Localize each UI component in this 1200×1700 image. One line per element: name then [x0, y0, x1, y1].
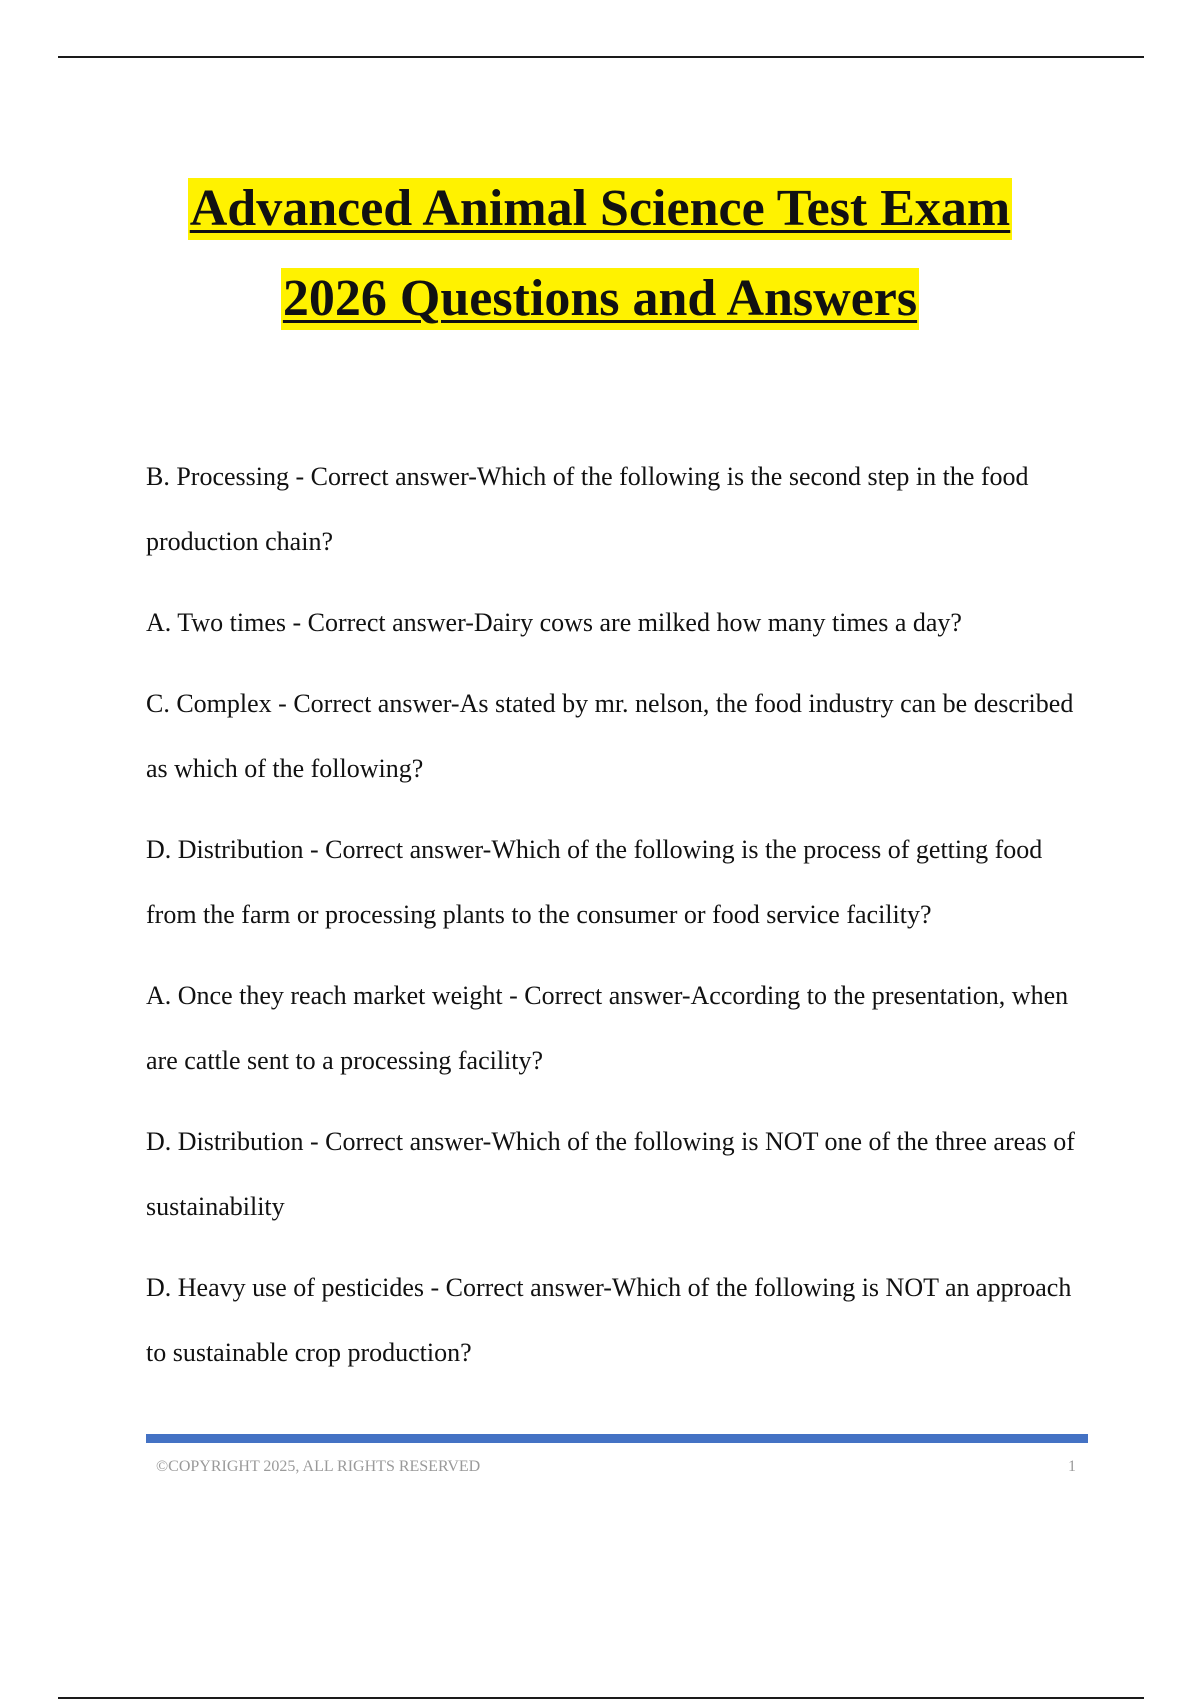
title-line-1: Advanced Animal Science Test Exam — [188, 178, 1013, 240]
qa-item: B. Processing - Correct answer-Which of the following is the second step in the food production chain? — [146, 462, 1029, 556]
qa-item: A. Once they reach market weight - Correct answer-According to the presentation, when are cattle sent to a processing facility? — [146, 981, 1069, 1075]
top-rule — [58, 56, 1144, 58]
qa-item: A. Two times - Correct answer-Dairy cows are milked how many times a day? — [146, 608, 962, 637]
qa-item: C. Complex - Correct answer-As stated by mr. nelson, the food industry can be described as which of the following? — [146, 689, 1074, 783]
footer-copyright: ©COPYRIGHT 2025, ALL RIGHTS RESERVED — [156, 1458, 481, 1475]
qa-item: D. Distribution - Correct answer-Which of the following is the process of getting food from the farm or processing plants to the consumer or food service facility? — [146, 835, 1043, 929]
page-number: 1 — [1068, 1458, 1076, 1475]
footer-bar — [146, 1434, 1088, 1443]
qa-item: D. Distribution - Correct answer-Which of the following is NOT one of the three areas of sustainability — [146, 1127, 1075, 1221]
bottom-rule — [58, 1697, 1144, 1699]
document-title — [0, 178, 1200, 330]
qa-item: D. Heavy use of pesticides - Correct answer-Which of the following is NOT an approach to sustainable crop production? — [146, 1273, 1072, 1367]
qa-list — [146, 444, 1096, 1401]
title-line-2: 2026 Questions and Answers — [281, 268, 919, 330]
